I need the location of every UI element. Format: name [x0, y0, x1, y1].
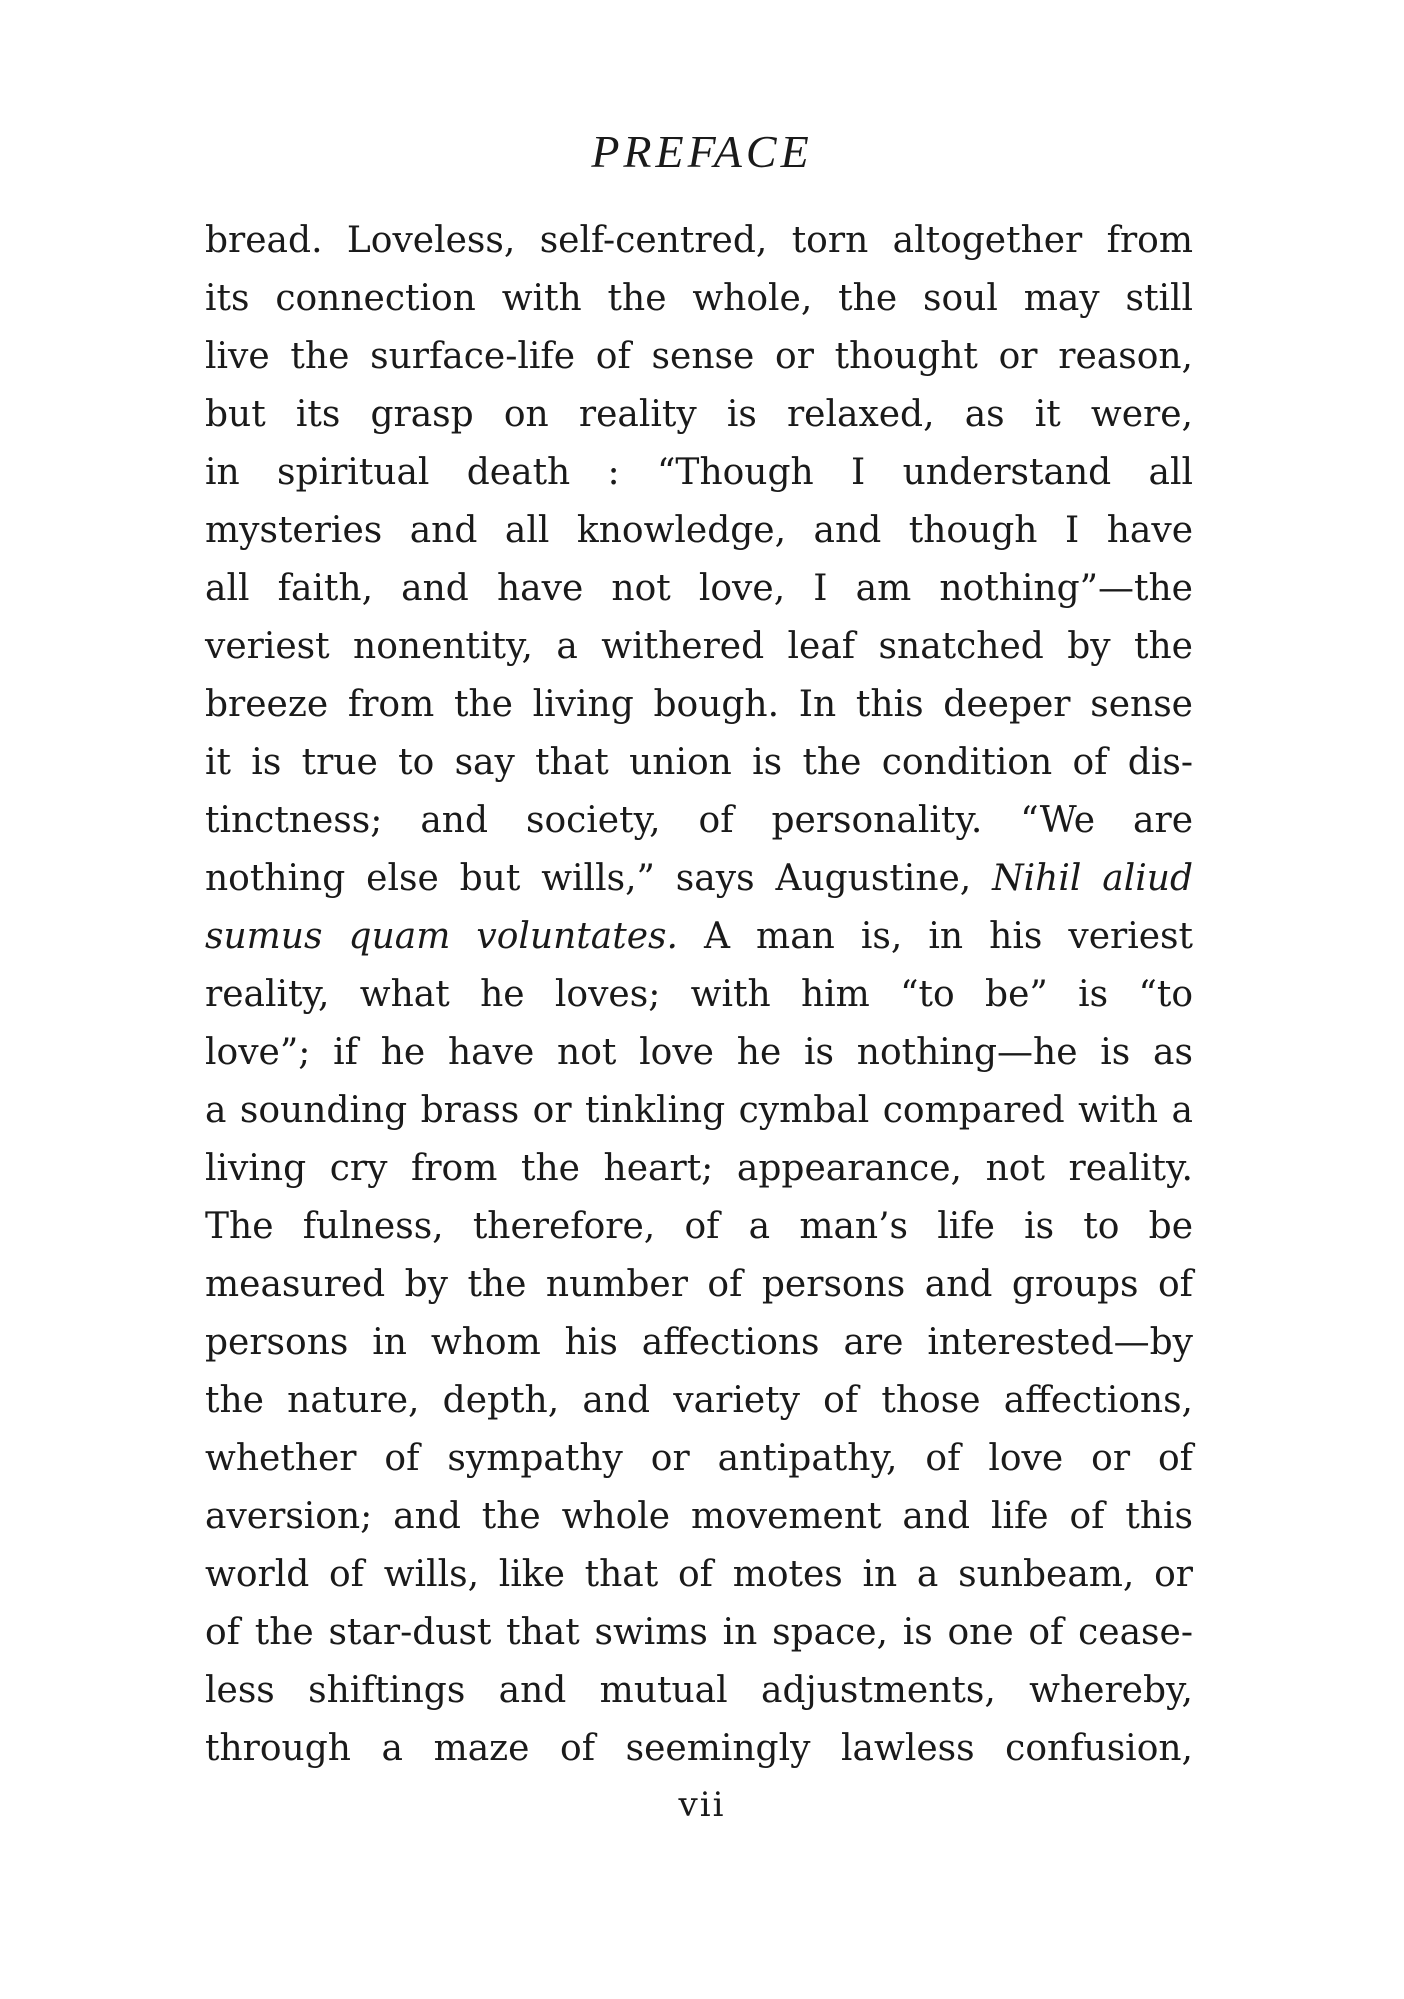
text-line-mixed — [205, 850, 1193, 908]
text-run: A man is, in his veriest — [677, 916, 1193, 957]
text-line: world of wills, like that of motes in a sunbeam, or — [205, 1554, 1193, 1595]
latin-quote: Nihil aliud — [992, 858, 1193, 899]
text-line: measured by the number of persons and groups of — [205, 1264, 1193, 1305]
text-line: but its grasp on reality is relaxed, as it were, — [205, 394, 1193, 435]
text-line: reality, what he loves; with him “to be” is “to — [205, 974, 1193, 1015]
text-line: all faith, and have not love, I am nothing”—the — [205, 568, 1193, 609]
text-line: veriest nonentity, a withered leaf snatched by the — [205, 626, 1193, 667]
body-text — [205, 212, 1193, 1778]
text-line: live the surface-life of sense or thought or reason, — [205, 336, 1193, 377]
page-number: vii — [678, 1785, 726, 1825]
text-line: its connection with the whole, the soul may still — [205, 278, 1193, 319]
text-line: living cry from the heart; appearance, not reality. — [205, 1148, 1193, 1189]
text-line: a sounding brass or tinkling cymbal compared with a — [205, 1090, 1193, 1131]
running-head: PREFACE — [591, 126, 813, 177]
text-line-mixed — [205, 908, 1193, 966]
text-line: bread. Loveless, self-centred, torn altogether from — [205, 220, 1193, 261]
latin-quote: sumus quam voluntates. — [205, 916, 678, 957]
text-line: aversion; and the whole movement and life of this — [205, 1496, 1193, 1537]
text-line: in spiritual death : “Though I understand all — [205, 452, 1193, 493]
text-line: mysteries and all knowledge, and though I have — [205, 510, 1193, 551]
text-run: nothing else but wills,” says Augustine, — [205, 858, 993, 899]
text-line: whether of sympathy or antipathy, of love or of — [205, 1438, 1193, 1479]
text-line: breeze from the living bough. In this deeper sense — [205, 684, 1193, 725]
text-line: through a maze of seemingly lawless confusion, — [205, 1728, 1193, 1769]
text-line: it is true to say that union is the condition of dis- — [205, 742, 1193, 783]
text-line: tinctness; and society, of personality. “We are — [205, 800, 1193, 841]
text-line: of the star-dust that swims in space, is one of cease- — [205, 1612, 1193, 1653]
text-line: the nature, depth, and variety of those affections, — [205, 1380, 1193, 1421]
text-line: The fulness, therefore, of a man’s life is to be — [205, 1206, 1193, 1247]
text-line: less shiftings and mutual adjustments, whereby, — [205, 1670, 1193, 1711]
text-line: persons in whom his affections are interested—by — [205, 1322, 1193, 1363]
text-line: love”; if he have not love he is nothing—he is as — [205, 1032, 1193, 1073]
